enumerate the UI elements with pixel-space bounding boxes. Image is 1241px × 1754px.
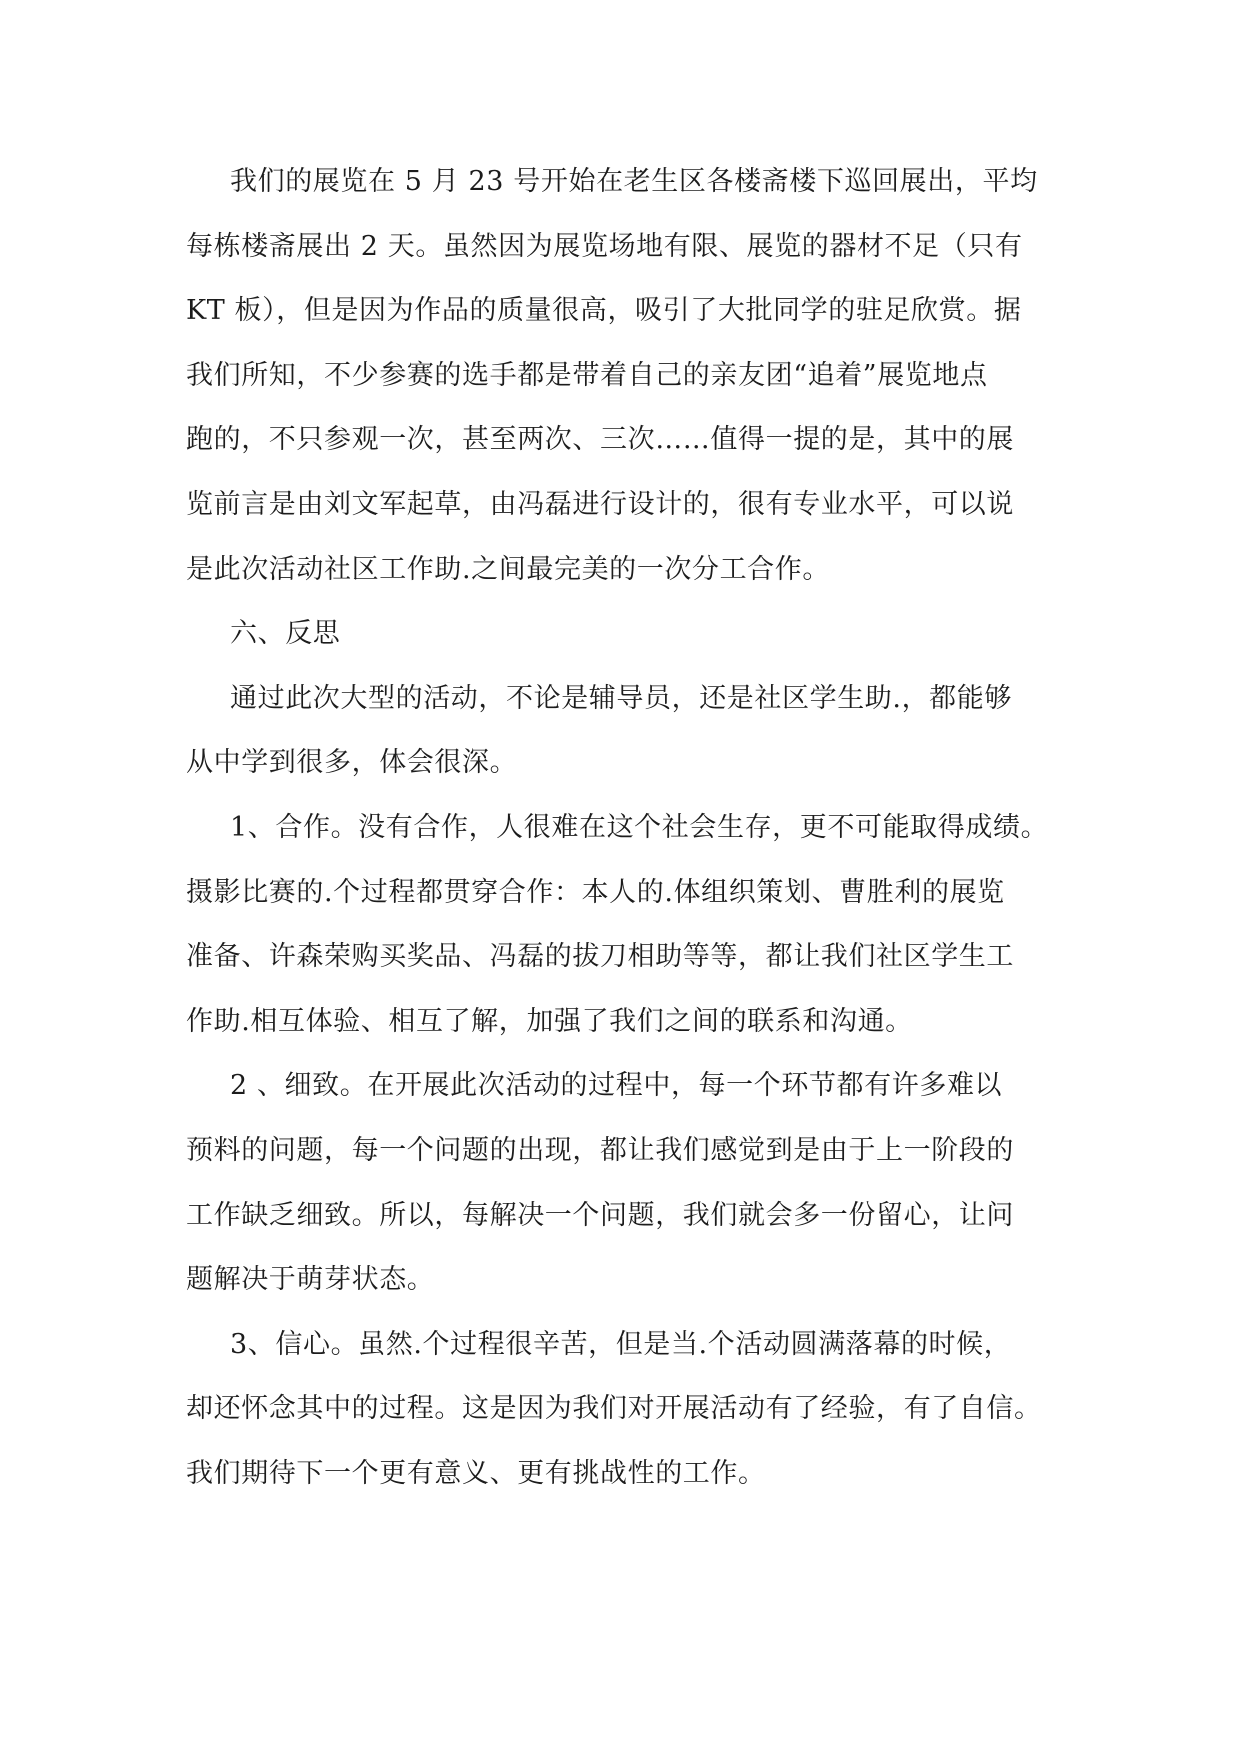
paragraph-line: 3、信心。虽然.个过程很辛苦，但是当.个活动圆满落幕的时候， [230, 1328, 1012, 1360]
paragraph-line: 是此次活动社区工作助.之间最完美的一次分工合作。 [186, 553, 830, 585]
paragraph-line: 我们所知，不少参赛的选手都是带着自己的亲友团“追着”展览地点 [186, 359, 988, 391]
paragraph-line: 工作缺乏细致。所以，每解决一个问题，我们就会多一份留心，让问 [186, 1199, 1014, 1231]
paragraph-line: 通过此次大型的活动，不论是辅导员，还是社区学生助.，都能够 [230, 682, 1012, 714]
paragraph-line: 1、合作。没有合作，人很难在这个社会生存，更不可能取得成绩。 [230, 811, 1049, 843]
paragraph-line: 题解决于萌芽状态。 [186, 1264, 435, 1296]
paragraph-line: 我们期待下一个更有意义、更有挑战性的工作。 [186, 1457, 766, 1489]
paragraph-line: 览前言是由刘文军起草，由冯磊进行设计的，很有专业水平，可以说 [186, 488, 1014, 520]
paragraph-line: 从中学到很多，体会很深。 [186, 747, 518, 779]
paragraph-line: 预料的问题，每一个问题的出现，都让我们感觉到是由于上一阶段的 [186, 1134, 1014, 1166]
paragraph-line: 摄影比赛的.个过程都贯穿合作：本人的.体组织策划、曹胜利的展览 [186, 876, 1005, 908]
paragraph-line: 每栋楼斋展出 2 天。虽然因为展览场地有限、展览的器材不足（只有 [186, 230, 1023, 262]
section-heading: 六、反思 [230, 618, 341, 650]
paragraph-line: 却还怀念其中的过程。这是因为我们对开展活动有了经验，有了自信。 [186, 1393, 1042, 1425]
paragraph-line: 2 、细致。在开展此次活动的过程中，每一个环节都有许多难以 [230, 1070, 1003, 1102]
paragraph-line: 跑的，不只参观一次，甚至两次、三次……值得一提的是，其中的展 [186, 424, 1014, 456]
paragraph-line: KT 板），但是因为作品的质量很高，吸引了大批同学的驻足欣赏。据 [186, 295, 1022, 327]
paragraph-line: 作助.相互体验、相互了解，加强了我们之间的联系和沟通。 [186, 1005, 913, 1037]
document-body [186, 150, 1066, 1506]
paragraph-line: 我们的展览在 5 月 23 号开始在老生区各楼斋楼下巡回展出，平均 [230, 166, 1038, 197]
paragraph-line: 准备、许森荣购买奖品、冯磊的拔刀相助等等，都让我们社区学生工 [186, 941, 1014, 973]
